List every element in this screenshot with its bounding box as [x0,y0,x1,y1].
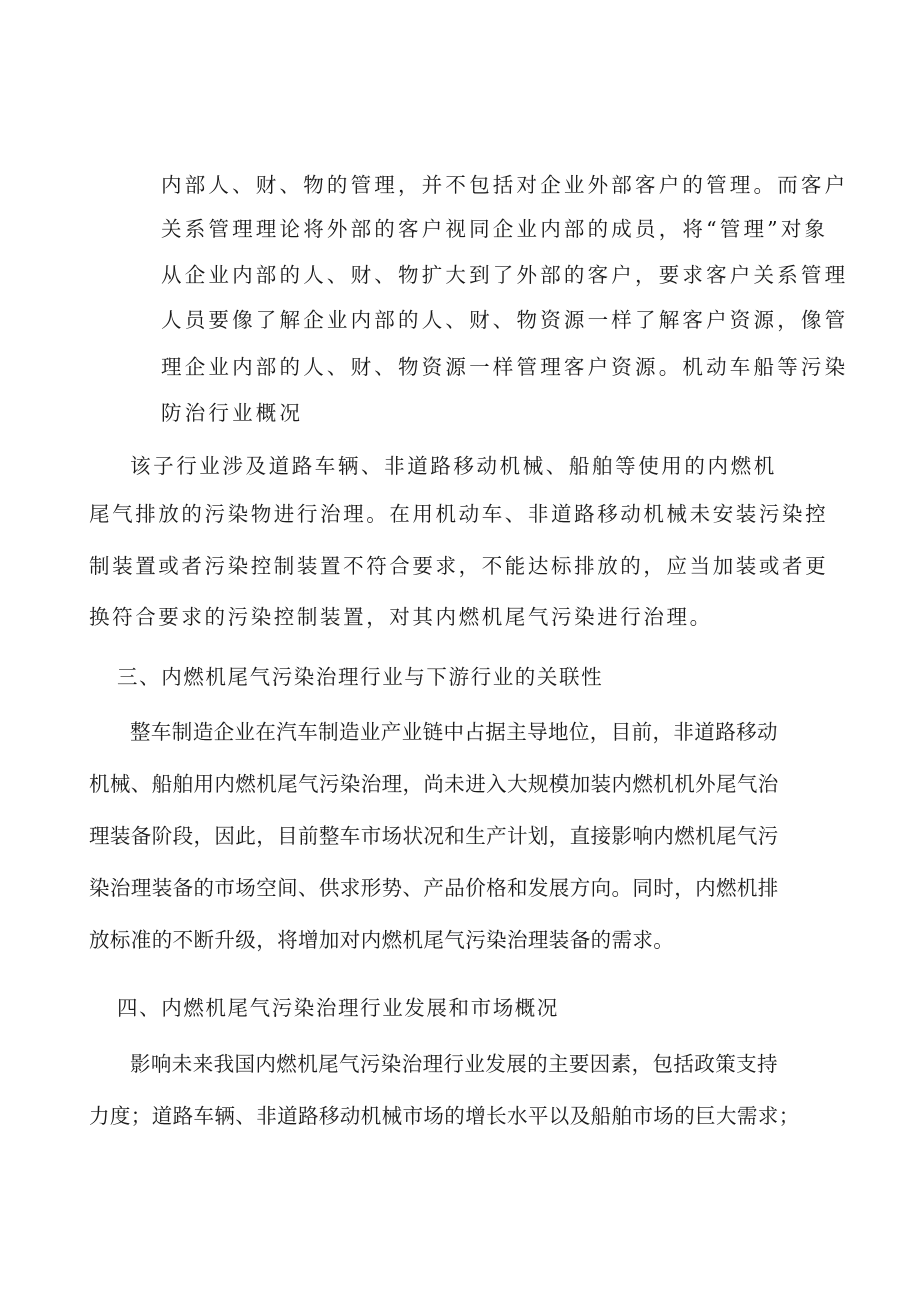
section-heading-3: 三、内燃机尾气污染治理行业与下游行业的关联性 [117,665,604,689]
text-line: 整车制造企业在汽车制造业产业链中占据主导地位，目前，非道路移动 [130,720,778,744]
text-line: 机械、船舶用内燃机尾气污染治理，尚未进入大规模加装内燃机机外尾气治 [89,772,779,796]
text-line: 力度；道路车辆、非道路移动机械市场的增长水平以及船舶市场的巨大需求； [89,1104,800,1128]
section-heading-4: 四、内燃机尾气污染治理行业发展和市场概况 [117,996,559,1020]
text-line: 换符合要求的污染控制装置，对其内燃机尾气污染进行治理。 [89,605,713,629]
text-line: 影响未来我国内燃机尾气污染治理行业发展的主要因素，包括政策支持 [130,1052,778,1076]
text-line: 理企业内部的人、财、物资源一样管理客户资源。机动车船等污染 [161,355,849,379]
text-line: 放标准的不断升级，将增加对内燃机尾气污染治理装备的需求。 [89,928,675,952]
text-line: 制装置或者污染控制装置不符合要求，不能达标排放的，应当加装或者更 [89,554,829,578]
text-line: 尾气排放的污染物进行治理。在用机动车、非道路移动机械未安装污染控 [89,502,829,526]
text-line: 人员要像了解企业内部的人、财、物资源一样了解客户资源，像管 [161,308,849,332]
text-line: 该子行业涉及道路车辆、非道路移动机械、船舶等使用的内燃机 [130,454,777,478]
text-line: 从企业内部的人、财、物扩大到了外部的客户，要求客户关系管理 [161,263,849,287]
text-line: 防治行业概况 [161,401,304,425]
text-line: 关系管理理论将外部的客户视同企业内部的成员，将“管理”对象 [161,217,829,241]
text-line: 理装备阶段，因此，目前整车市场状况和生产计划，直接影响内燃机尾气污 [89,824,779,848]
text-line: 内部人、财、物的管理，并不包括对企业外部客户的管理。而客户 [161,173,849,197]
text-line: 染治理装备的市场空间、供求形势、产品价格和发展方向。同时，内燃机排 [89,876,779,900]
